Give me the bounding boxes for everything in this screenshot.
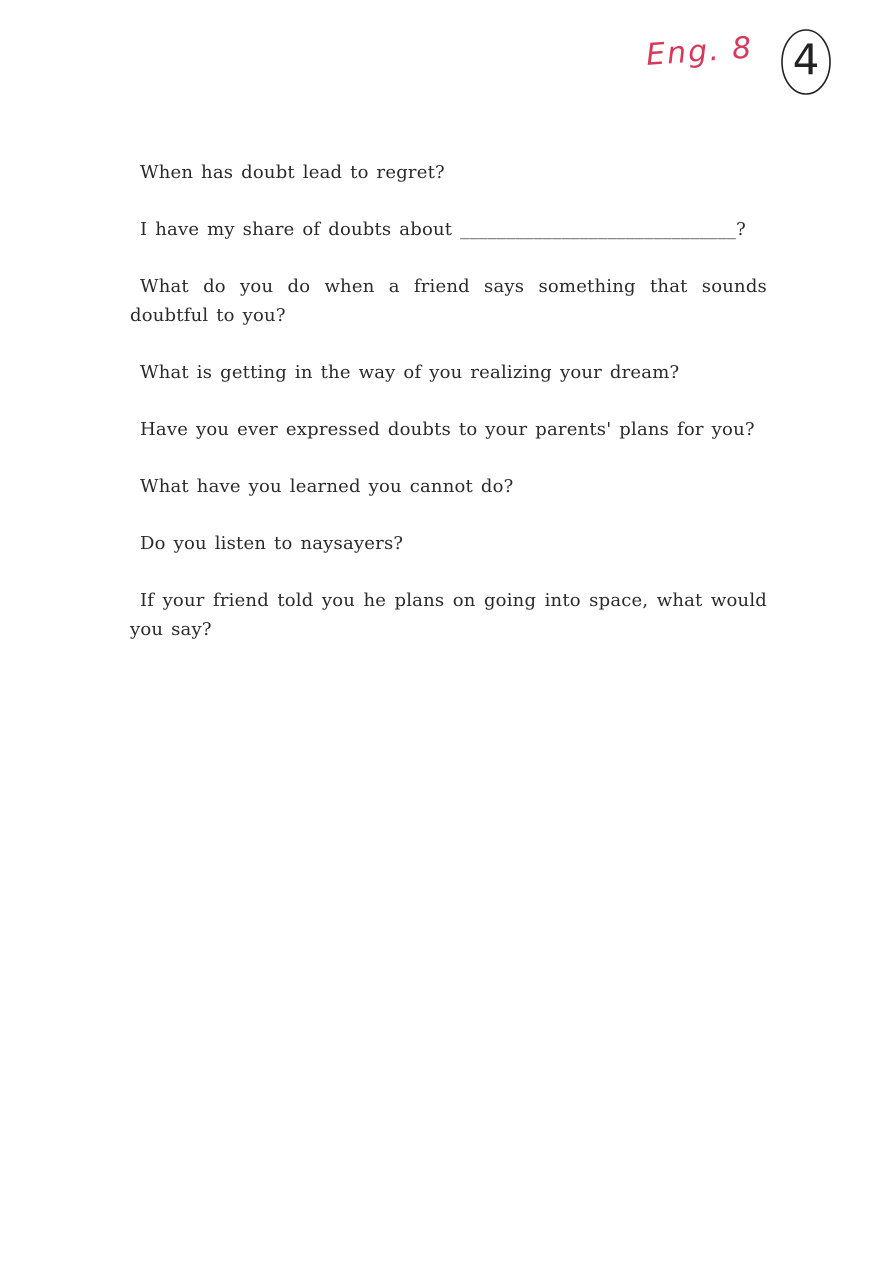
question-list <box>130 158 767 672</box>
question-3: What do you do when a friend says something that sounds doubtful to you? <box>130 276 767 326</box>
question-1: When has doubt lead to regret? <box>140 162 445 183</box>
circled-page-number <box>781 29 831 95</box>
question-2: I have my share of doubts about ______________________________? <box>140 219 746 240</box>
question-7: Do you listen to naysayers? <box>140 533 404 554</box>
question-4: What is getting in the way of you realizing your dream? <box>140 362 680 383</box>
page-number: 4 <box>792 35 820 84</box>
handwritten-annotation: Eng. 8 <box>645 30 755 73</box>
question-5: Have you ever expressed doubts to your parents' plans for you? <box>140 419 755 440</box>
question-8: If your friend told you he plans on going into space, what would you say? <box>130 590 767 640</box>
question-6: What have you learned you cannot do? <box>140 476 514 497</box>
